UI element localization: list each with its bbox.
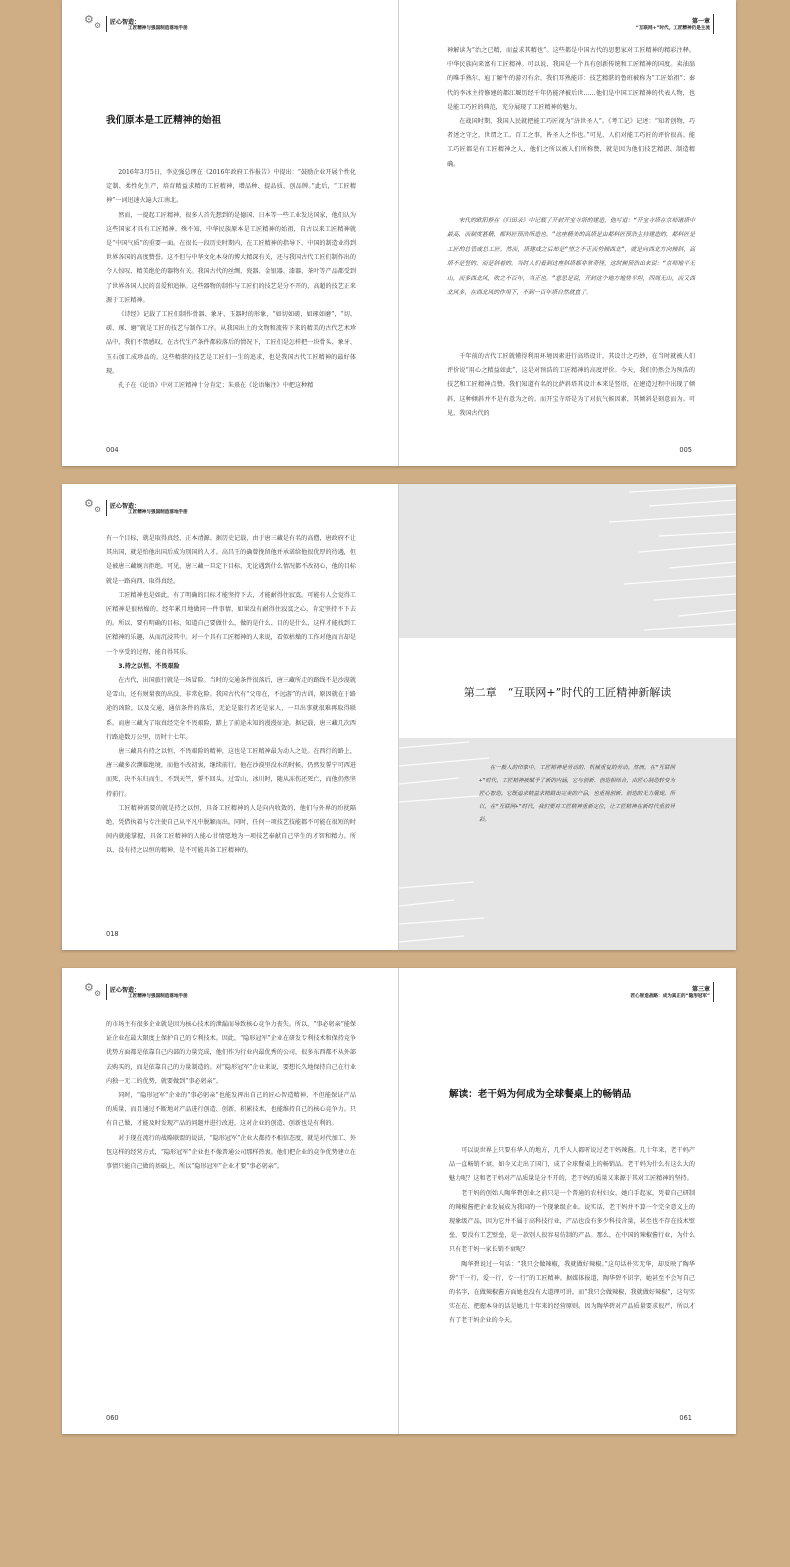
gear-icon: ⚙ bbox=[84, 497, 94, 510]
running-head bbox=[84, 14, 304, 36]
header-bar bbox=[713, 982, 714, 1002]
paragraph: 可以说世界上只要有华人的地方，几乎人人都听说过老干妈辣酱。几十年来，老干妈产品一直畅销不衰，如今又走出了国门，成了全球餐桌上的畅销品。老干妈为什么有这么大的魅力呢？这和老干妈对产品质量是分不开的，老干妈的质量又来源于其对工匠精神的坚持。 bbox=[449, 1147, 695, 1183]
chapter-intro bbox=[479, 762, 675, 827]
paragraph: 陶华碧说过一句话：“我只会做辣椒，我就做好辣椒。”这句话朴实无华，却反映了陶华碧“干一行，爱一行，专一行”的工匠精神。据媒体报道，陶华碧不识字，她甚至不会写自己的名字，在做辣椒酱方面她也没有大道理可讲。而“我只会做辣椒，我就做好辣椒”，这句实实在在、把握本身的话是她几十年来的经营原则。因为陶华碧对产品质量要求很严，所以才有了老干妈企业的今天。 bbox=[449, 1260, 695, 1325]
chapter-head bbox=[564, 982, 714, 1006]
paragraph: 孔子在《论语》中对工匠精神十分肯定；朱熹在《论语集注》中把这种精 bbox=[118, 382, 314, 390]
running-head bbox=[84, 498, 304, 520]
page-number: 018 bbox=[106, 930, 119, 938]
gear-icon: ⚙ bbox=[84, 13, 94, 26]
quote-text: 宋代的欧阳修在《归田录》中记载了开封开宝寺塔的建造，他写道：“开宝寺塔在京师诸塔中最高，而制度甚精，都料匠预浩所造也。”这座精美的高塔是由都料匠预浩主持建造的，都料匠是工匠的总管或总工匠。然而，塔建成之后却是“望之不正而势倾西北”，就是向西北方向倾斜，高塔不是竖的，而是斜着的。当时人们看到这座斜塔都非常奇怪，这时候预浩出来说：“京师地平无山，而多西北风，吹之不百年，当正也。”意思是说，开封这个地方地势平坦，四周无山，而又西北风多，在西北风的作用下，不到一百年塔自然就直了。 bbox=[447, 218, 695, 297]
paragraph: 老干妈的创始人陶华碧创业之前只是一个普通的农村妇女，她白手起家，凭着自己研制的辣椒酱把企业发展成为我国的一个现象级企业。说实话，老干妈并不算一个完全意义上的现象级产品，因为它并不属于高科技行业，产品也没有多少科技含量，甚至也不存在技术壁垒，要没有工艺壁垒，是一款别人很容易仿制的产品。那么，在中国的辣椒酱行业，为什么只有老干妈一家长销不衰呢？ bbox=[449, 1189, 695, 1254]
chapter-title: 第二章 “互联网+”时代的工匠精神新解读 bbox=[463, 686, 672, 699]
page-number: 061 bbox=[679, 1414, 692, 1422]
paragraph: 在古代，出国旅行就是一场冒险。当时的交通条件很落后，唐三藏所走的路线不是沙漠就是雪山，还有财量夜的出没，非常危险。我国古代有“父母在，不远游”的古训，原因就在于路途的凶险，以及交通、通信条件的落后，无论是旅行者还是家人，一旦出事就很难再取得联系。而唐三藏为了取真经完全不畏艰险，踏上了前途未知的漫漫征途。据记载，唐三藏几次西行路途数万公里，历时十七年。 bbox=[106, 677, 356, 741]
header-bar bbox=[106, 500, 107, 516]
book-spread-2 bbox=[62, 484, 736, 950]
paragraph: 千年前的古代工匠就懂得利用环境因素进行高塔设计，其设计之巧妙，在当时就被人们评价说“用心之精益如此”，这是对预浩的工匠精神的高度评价。今天，我们仍然会为预浩的技艺和工匠精神点赞。我们知道有名的比萨斜塔其设计本来是竖塔，在建造过程中出现了倾斜，这种倾斜并不是有意为之的。而开宝寺塔是为了对抗气候因素，其倾斜是刻意而为。可见，我国古代的 bbox=[447, 353, 695, 417]
chapter-subtitle: “互联网+”时代，工匠精神仍是主流 bbox=[635, 26, 710, 31]
quote-block bbox=[447, 214, 695, 300]
body-text bbox=[449, 1144, 695, 1329]
paragraph: 然而，一提起工匠精神，很多人首先想到的是德国、日本等一些工业发达国家，他们认为这些国家才具有工匠精神。殊不知，中华民族原本是工匠精神的始祖，自古以来工匠精神就是“中国气质”的重要一面。在很长一段历史时期内，在工匠精神的指导下，中国的制造业得到世界各国的高度赞誉。这不但与中华文化本身的博大精深有关，还与我国古代工匠们制作出的令人惊叹、精美绝伦的器物有关。我国古代的丝绸、瓷器、金银器、漆器、茶叶等产品都受到了世界各国人民的喜爱和追捧。这些器物的制作与工匠们的技艺是分不开的，高超的技艺正来源于工匠精神。 bbox=[106, 211, 356, 304]
paragraph: 的市场主有很多企业就是因为核心技术的泄漏而导致核心竞争力丧失。所以，“事必躬亲”能保证企业在最大限度上保护自己的专利技术。因此，“隐形冠军”企业在研发专利技术和保持竞争优势方面都是依靠自己内部的力量完成，他们作为行业内最优秀的公司，很多东西都不从外部去购买的，而是依靠自己的力量制造的。对“隐形冠军”企业来说，要想长久地保持自己在行业内独一无二的优势，就要做到“事必躬亲”。 bbox=[106, 1021, 356, 1085]
page-004 bbox=[62, 0, 398, 466]
chapter-number: 第三章 bbox=[691, 986, 710, 993]
book-spread-3 bbox=[62, 968, 736, 1434]
page-number: 060 bbox=[106, 1414, 119, 1422]
section-heading: 我们原本是工匠精神的始祖 bbox=[106, 115, 222, 126]
book-title: 匠心智造： bbox=[110, 19, 141, 26]
page-018 bbox=[62, 484, 398, 950]
intro-text: 在一般人的印象中，工匠精神是劳动的、机械重复的劳动。然而，在“互联网+”时代，工匠精神被赋予了新的内涵，它与创新、创造相结合，由匠心制造转变为匠心智造。它既追求精益求精做出完美的产品，也重视创新、创造的无力展现。所以，在“互联网+”时代，我们要对工匠精神重新定位，让工匠精神在新时代重放异彩。 bbox=[479, 765, 675, 823]
page-060 bbox=[62, 968, 398, 1434]
body-text bbox=[447, 44, 695, 172]
decorative-lines-top-icon bbox=[399, 484, 736, 638]
chapter-subtitle: 匠心智造战略：成为真正的“隐形冠军” bbox=[630, 994, 710, 999]
body-text bbox=[447, 350, 695, 421]
page-number: 005 bbox=[679, 446, 692, 454]
header-bar bbox=[713, 14, 714, 34]
paragraph: 工匠精神也是如此，有了明确的目标才能坚持下去，才能耐得住寂寞。可能有人会觉得工匠精神是很枯燥的，经年累月地做同一件事情，如果没有耐得住寂寞之心，肯定坚持不下去的。所以，要有明确的目标，知道自己要做什么、做的是什么、目的是什么，这样才能找到工匠精神的乐趣，从而沉浸其中。对一个具有工匠精神的人来说，看似枯燥的工作对他而言却是一个享受的过程，能自得其乐。 bbox=[106, 591, 356, 656]
gear-small-icon: ⚙ bbox=[94, 989, 102, 998]
part-opener-page bbox=[399, 484, 736, 950]
book-subtitle: 工匠精神与强国制造落地手册 bbox=[128, 510, 188, 515]
paragraph: 《诗经》记载了工匠们制作骨器、象牙、玉器时的形象，“如切如磋，如琢如磨”，“切、磋、琢、磨”就是工匠的技艺与制作工序。从我国出土的文物和流传下来的精美的古代艺术珍品中，我们不禁感叹，在古代生产条件都较落后的情况下，工匠们是怎样把一块骨头、象牙、玉石加工成珍品的。这些精湛的技艺是工匠们一生的追求，也是我国古代工匠精神的最好体现。 bbox=[106, 311, 356, 375]
page-number: 004 bbox=[106, 446, 119, 454]
running-head bbox=[84, 982, 304, 1004]
paragraph: 唐三藏具有持之以恒、不畏艰险的精神，这也是工匠精神最为动人之处。在西行的路上，唐三藏多次濒临绝境，而他不改初衷，继续前行。他在沙漠里没水的时候，仍然发誓宁可西进而死，决不东归而生，不到天竺，誓不回头。过雪山、冰川时，随从冻伤还死亡，而他仍然坚持前行。 bbox=[106, 748, 356, 798]
paragraph: 同时，“隐形冠军”企业的“事必躬亲”也能发挥出自己的匠心智造精神，不但能保证产品的质量，而且通过不断地对产品进行创造、创新，积累技术，也能维持自己的核心竞争力。只有自己做，才能及时发现产品的问题并进行改进，这对企业的创造、创新也是有利的。 bbox=[106, 1092, 356, 1128]
page-061 bbox=[399, 968, 736, 1434]
header-bar bbox=[106, 984, 107, 1000]
gear-icon: ⚙ bbox=[84, 981, 94, 994]
book-spread-1 bbox=[62, 0, 736, 466]
book-title: 匠心智造： bbox=[110, 987, 141, 994]
paragraph: 有一个目标，就是取得真经、正本清源。据历史记载，由于唐三藏是有名的高僧，唐政府不让其出国，就是怕他出国后成为别国的人才。高昌王的确曾挽留他并承诺给他很优厚的待遇，但是被唐三藏婉言拒绝。可见，唐三藏一旦定下目标，无论遇到什么情况都不改初心，他的目标就是一路向西、取得真经。 bbox=[106, 535, 356, 585]
book-subtitle: 工匠精神与强国制造落地手册 bbox=[128, 994, 188, 999]
chapter-head bbox=[564, 14, 714, 38]
gear-small-icon: ⚙ bbox=[94, 505, 102, 514]
paragraph: 对于现在流行的战略联盟的说法，“隐形冠军”企业大都持不相信态度，就是对代加工、外包这样的经营方式，“隐形冠军”企业也不像普通公司那样热衷。他们把企业的竞争优势建立在事情只能自己做的基础上，所以“隐形冠军”企业才要“事必躬亲”。 bbox=[106, 1134, 356, 1171]
body-text bbox=[106, 1018, 356, 1174]
subheading: 3.持之以恒、不畏艰险 bbox=[118, 662, 180, 670]
book-subtitle: 工匠精神与强国制造落地手册 bbox=[128, 26, 188, 31]
chapter-number: 第一章 bbox=[691, 18, 710, 25]
gear-small-icon: ⚙ bbox=[94, 21, 102, 30]
header-bar bbox=[106, 16, 107, 32]
paragraph: 2016年3月5日，李克强总理在《2016年政府工作报告》中提出：“鼓励企业开展个性化定制、柔性化生产，培育精益求精的工匠精神，增品种、提品质、创品牌。”此后，“工匠精神”一词迅速火遍大江南北。 bbox=[106, 169, 356, 205]
paragraph: 神解读为“治之已精，而益求其精也”。这些都是中国古代的思想家对工匠精神的精彩注释。中华民族向来富有工匠精神。可以说，我国是一个具有创新传统和工匠精神的国度。卖油翁的唯手熟尔、庖丁解牛的游刃有余，我们耳熟能详：技艺精湛的鲁班被称为“工匠始祖”；秦代的李冰主持修建的都江堰历经千年仍能泽被后世……他们是中国工匠精神的代表人物，也是能工巧匠的典范，充分展现了工匠精神的魅力。 bbox=[447, 47, 695, 111]
body-text bbox=[106, 532, 356, 859]
paragraph: 在战国时期，我国人民就把能工巧匠视为“济世圣人”。《考工记》记述：“知者创物，巧者述之守之，世谓之工。百工之事，皆圣人之作也。”可见，人们对能工巧匠的评价很高。能工巧匠都是有工匠精神之人，他们之所以被人们所称赞，就是因为他们技艺精湛、制造精确。 bbox=[447, 118, 695, 168]
page-005 bbox=[399, 0, 736, 466]
section-heading: 解读：老干妈为何成为全球餐桌上的畅销品 bbox=[449, 1089, 632, 1100]
body-text bbox=[106, 166, 356, 393]
paragraph: 工匠精神需要的就是持之以恒，具备工匠精神的人是向内收敛的，他们与外界的纷扰隔绝，凭借执着与专注使自己从平凡中脱颖而出。同时，任何一项技艺技能都不可能在很短的时间内就能掌握，具备工匠精神的人能心甘情愿地为一项技艺奉献自己毕生的才智和精力。所以，没有持之以恒的精神，是不可能具备工匠精神的。 bbox=[106, 804, 356, 855]
book-title: 匠心智造： bbox=[110, 503, 141, 510]
